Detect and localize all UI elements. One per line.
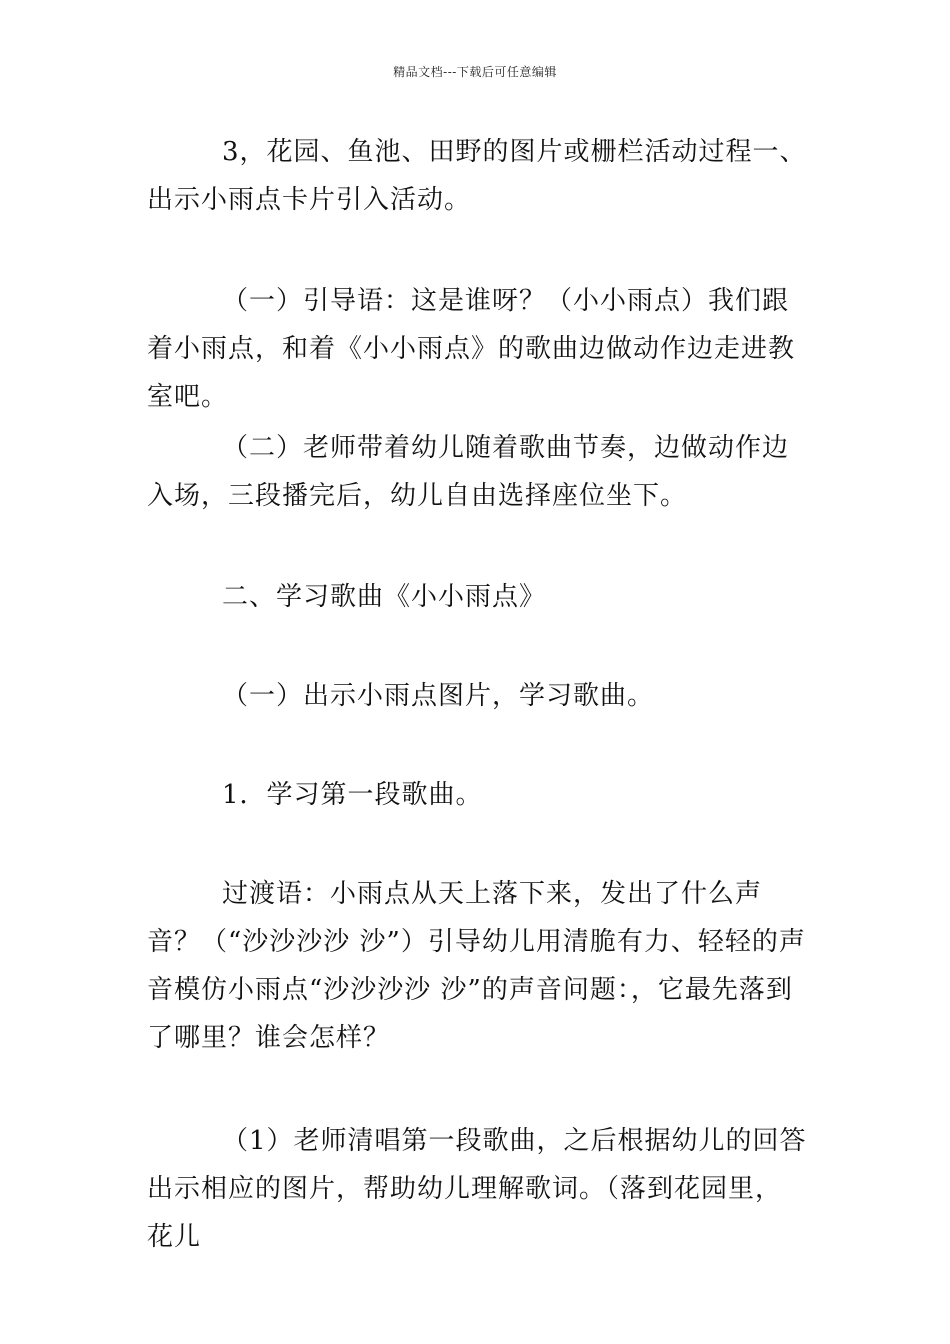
paragraph-enter-classroom: （二）老师带着幼儿随着歌曲节奏，边做动作边入场，三段播完后，幼儿自由选择座位坐下。: [147, 433, 790, 511]
section-heading-learn-song: 二、学习歌曲《小小雨点》: [222, 582, 547, 612]
paragraph-intro-guide: （一）引导语：这是谁呀？（小小雨点）我们跟着小雨点，和着《小小雨点》的歌曲边做动作边走进教室吧。: [147, 286, 796, 412]
page-header: 精品文档---下载后可任意编辑: [393, 65, 557, 79]
paragraph-teacher-sings: （1）老师清唱第一段歌曲，之后根据幼儿的回答出示相应的图片，帮助幼儿理解歌词。（落到花园里，花儿: [147, 1126, 807, 1252]
step-learn-first-verse: 1．学习第一段歌曲。: [222, 780, 483, 810]
paragraph-materials: 3，花园、鱼池、田野的图片或栅栏活动过程一、出示小雨点卡片引入活动。: [147, 137, 807, 215]
subsection-show-picture: （一）出示小雨点图片，学习歌曲。: [222, 681, 655, 711]
paragraph-transition: 过渡语：小雨点从天上落下来，发出了什么声音？（“沙沙沙沙 沙”）引导幼儿用清脆有力、轻轻的声音模仿小雨点“沙沙沙沙 沙”的声音问题：，它最先落到了哪里？谁会怎样？: [147, 879, 806, 1053]
